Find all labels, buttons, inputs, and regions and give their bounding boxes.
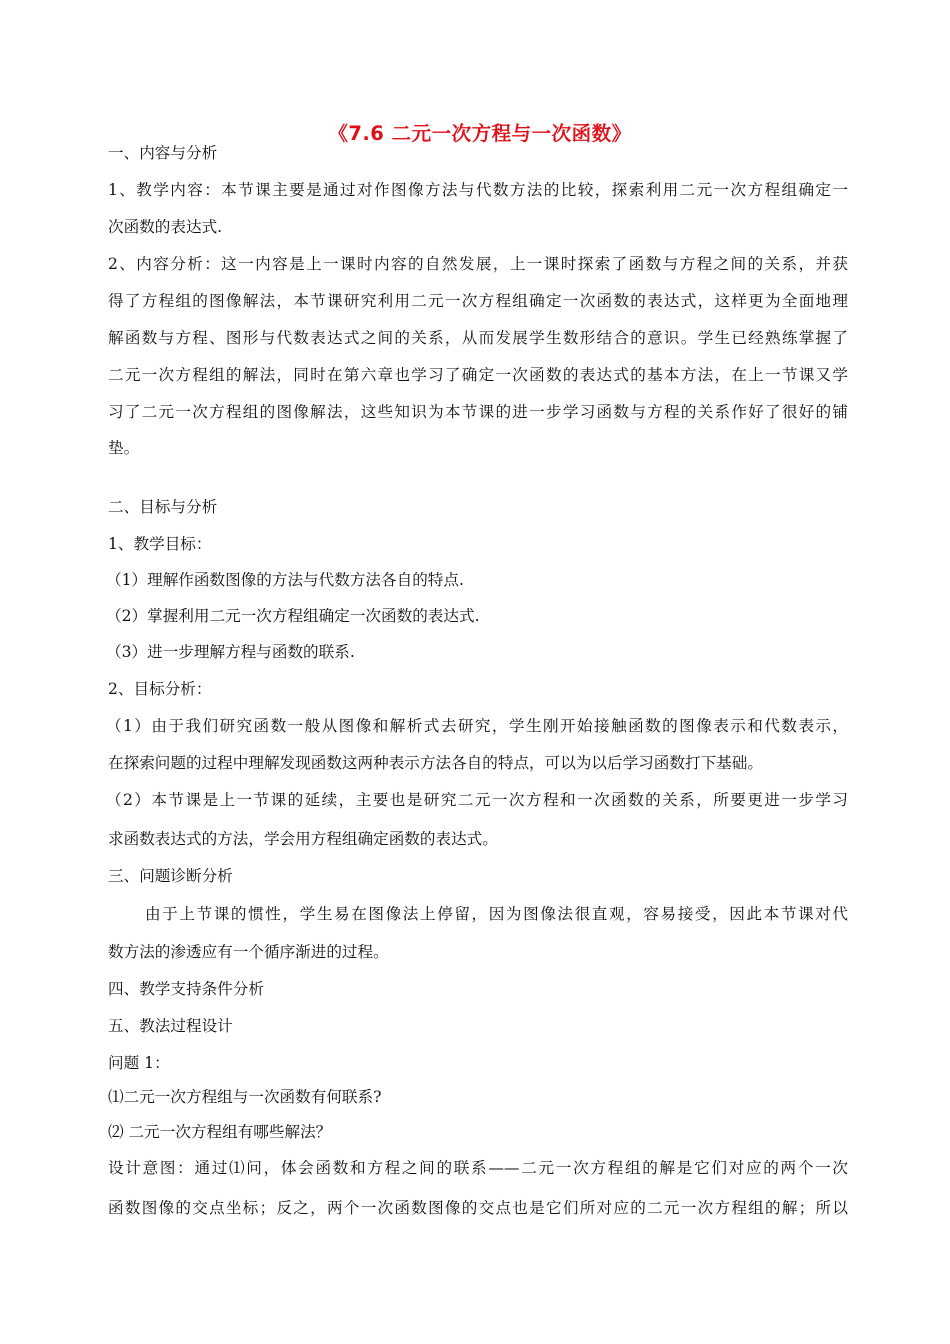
section-heading-5: 五、教法过程设计 — [108, 1017, 233, 1035]
paragraph-line: 设计意图：通过⑴问，体会函数和方程之间的联系——二元一次方程组的解是它们对应的两个一次 — [108, 1159, 848, 1177]
question-label: 问题 1： — [108, 1054, 170, 1072]
subheading: 1、教学目标： — [108, 535, 212, 553]
paragraph-line: 数方法的渗透应有一个循序渐进的过程。 — [108, 943, 389, 961]
question-item: ⑵ 二元一次方程组有哪些解法？ — [108, 1123, 332, 1141]
paragraph-line: （2）本节课是上一节课的延续，主要也是研究二元一次方程和一次函数的关系，所要更进一步学习 — [106, 791, 848, 809]
question-item: ⑴二元一次方程组与一次函数有何联系? — [108, 1088, 382, 1106]
paragraph-line: 习了二元一次方程组的图像解法，这些知识为本节课的进一步学习函数与方程的关系作好了很好的铺 — [108, 403, 848, 421]
paragraph-line: （1）由于我们研究函数一般从图像和解析式去研究，学生刚开始接触函数的图像表示和代数表示， — [106, 717, 848, 735]
section-heading-2: 二、目标与分析 — [108, 498, 218, 516]
paragraph-line: 得了方程组的图像解法，本节课研究利用二元一次方程组确定一次函数的表达式，这样更为全面地理 — [108, 292, 848, 310]
subheading: 2、目标分析： — [108, 680, 212, 698]
paragraph-line: 解函数与方程、图形与代数表达式之间的关系，从而发展学生数形结合的意识。学生已经熟练掌握了 — [108, 329, 848, 347]
paragraph-line: 在探索问题的过程中理解发现函数这两种表示方法各自的特点，可以为以后学习函数打下基础。 — [108, 754, 763, 772]
list-item: （1）理解作函数图像的方法与代数方法各自的特点. — [106, 571, 464, 589]
paragraph-line: 次函数的表达式. — [108, 218, 223, 236]
paragraph-line: 2、内容分析：这一内容是上一课时内容的自然发展，上一课时探索了函数与方程之间的关系，并获 — [108, 255, 848, 273]
paragraph-line: 求函数表达式的方法，学会用方程组确定函数的表达式。 — [108, 830, 498, 848]
paragraph-line: 1、教学内容：本节课主要是通过对作图像方法与代数方法的比较，探索利用二元一次方程组确定一 — [108, 181, 848, 199]
section-heading-1: 一、内容与分析 — [108, 144, 218, 162]
paragraph-line: 由于上节课的惯性，学生易在图像法上停留，因为图像法很直观，容易接受，因此本节课对代 — [145, 905, 848, 923]
paragraph-line: 函数图像的交点坐标；反之，两个一次函数图像的交点也是它们所对应的二元一次方程组的解；所以 — [108, 1199, 848, 1217]
document-title: 《7.6 二元一次方程与一次函数》 — [328, 122, 632, 145]
section-heading-4: 四、教学支持条件分析 — [108, 980, 264, 998]
list-item: （3）进一步理解方程与函数的联系. — [106, 643, 355, 661]
section-heading-3: 三、问题诊断分析 — [108, 867, 233, 885]
paragraph-line: 二元一次方程组的解法，同时在第六章也学习了确定一次函数的表达式的基本方法，在上一节课又学 — [108, 366, 848, 384]
paragraph-line: 垫。 — [108, 439, 140, 457]
list-item: （2）掌握利用二元一次方程组确定一次函数的表达式. — [106, 607, 480, 625]
